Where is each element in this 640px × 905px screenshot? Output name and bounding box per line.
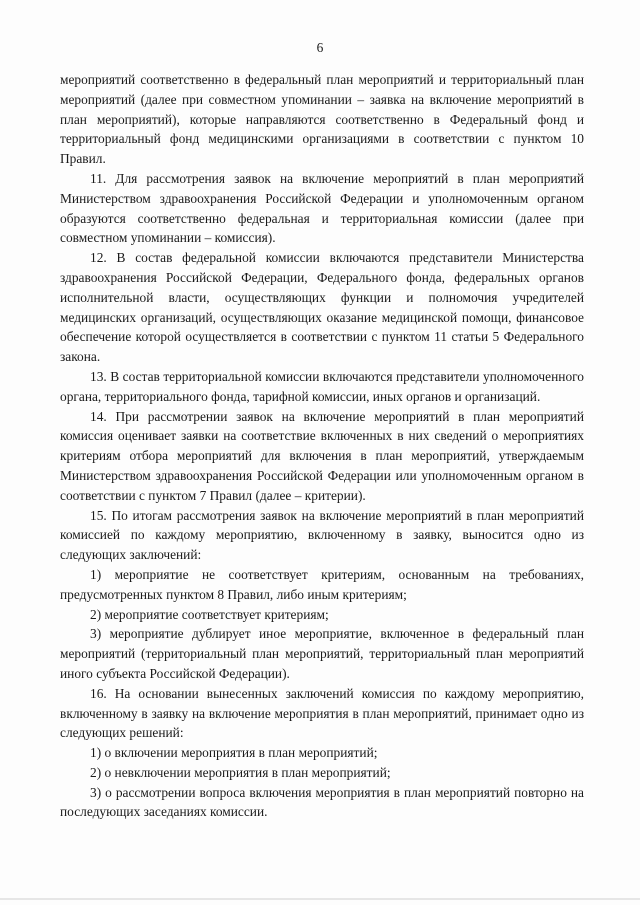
document-body — [60, 70, 584, 822]
list-item-16-1: 1) о включении мероприятия в план мероприятий; — [90, 745, 378, 761]
paragraph-12: 12. В состав федеральной комиссии включаются представители Министерства здравоохранения Российской Федерации, Федерального фонда, федеральных органов исполнительной власти, осуществляющих функции и полномочия учредителей медицинских организаций, осуществляющих оказание медицинской помощи, финансовое обеспечение которой осуществляется в соответствии с пунктом 11 статьи 5 Федерального закона. — [60, 250, 584, 365]
paragraph-15: 15. По итогам рассмотрения заявок на включение мероприятий в план мероприятий комиссией по каждому мероприятию, включенному в заявку, выносится одно из следующих заключений: — [60, 507, 584, 563]
page-number: 6 — [316, 40, 324, 55]
paragraph-continuation: мероприятий соответственно в федеральный план мероприятий и территориальный план мероприятий (далее при совместном упоминании – заявка на включение мероприятий в план мероприятий), которые направляются соответственно в Федеральный фонд и территориальный фонд медицинскими организациями в соответствии с пунктом 10 Правил. — [60, 72, 584, 167]
list-item-16-3: 3) о рассмотрении вопроса включения мероприятия в план мероприятий повторно на последующих заседаниях комиссии. — [60, 784, 584, 820]
list-item-16-2: 2) о невключении мероприятия в план мероприятий; — [90, 764, 391, 780]
list-item-15-1: 1) мероприятие не соответствует критериям, основанным на требованиях, предусмотренных пунктом 8 Правил, либо иным критериям; — [60, 566, 584, 602]
paragraph-14: 14. При рассмотрении заявок на включение мероприятий в план мероприятий комиссия оценивает заявки на соответствие включенных в них сведений о мероприятиях критериям отбора мероприятий для включения в план мероприятий, утверждаемым Министерством здравоохранения Российской Федерации или уполномоченным органом в соответствии с пунктом 7 Правил (далее – критерии). — [60, 408, 584, 503]
paragraph-13: 13. В состав территориальной комиссии включаются представители уполномоченного органа, территориального фонда, тарифной комиссии, иных органов и организаций. — [60, 368, 584, 404]
scan-bottom-edge — [0, 898, 640, 900]
paragraph-16: 16. На основании вынесенных заключений комиссия по каждому мероприятию, включенному в заявку на включение мероприятия в план мероприятий, принимает одно из следующих решений: — [60, 685, 584, 741]
list-item-15-3: 3) мероприятие дублирует иное мероприятие, включенное в федеральный план мероприятий (территориальный план мероприятий, территориальный план мероприятий иного субъекта Российской Федерации). — [60, 626, 584, 681]
paragraph-11: 11. Для рассмотрения заявок на включение мероприятий в план мероприятий Министерством здравоохранения Российской Федерации и уполномоченным органом образуются соответственно федеральная и территориальная комиссии (далее при совместном упоминании – комиссия). — [60, 170, 584, 246]
list-item-15-2: 2) мероприятие соответствует критериям; — [90, 606, 329, 622]
